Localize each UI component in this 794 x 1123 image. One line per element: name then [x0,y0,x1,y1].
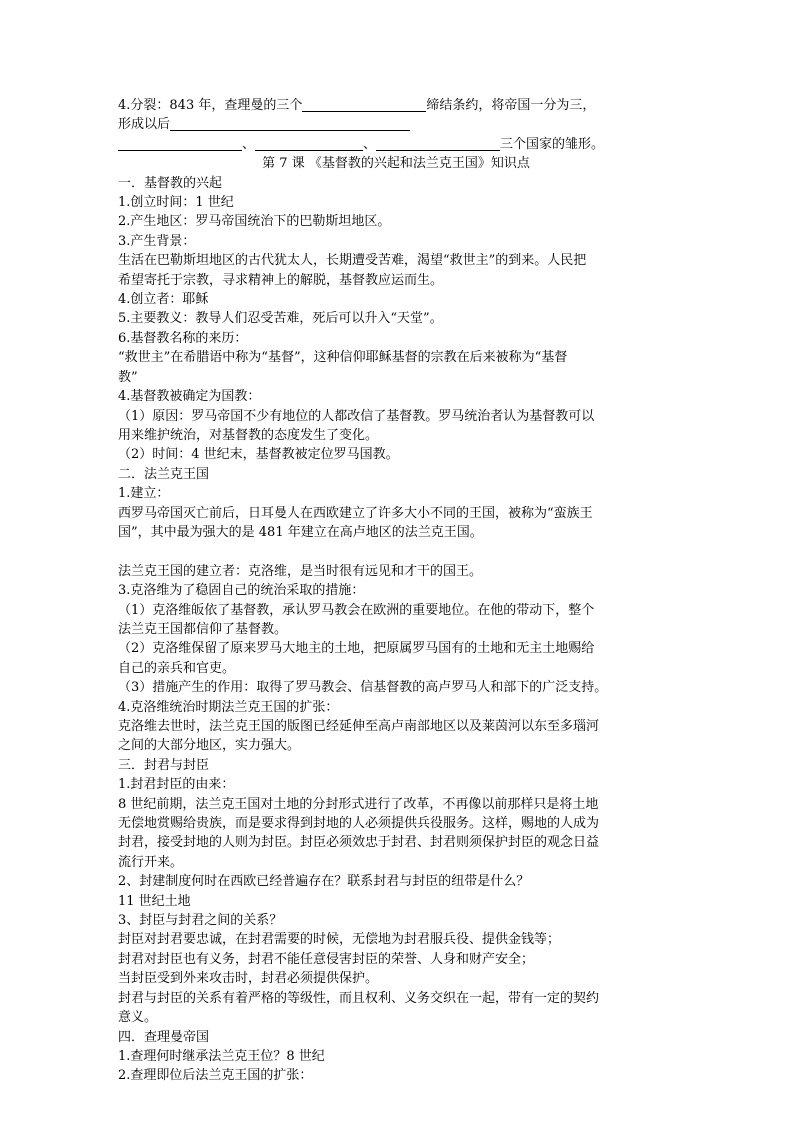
text-line [118,542,674,561]
text-line: 四．查理曼帝国 [118,1029,210,1045]
text-line: 1.查理何时继承法兰克王位？8 世纪 [118,1048,325,1064]
text-line: “救世主”在希腊语中称为“基督”，这种信仰耶稣基督的宗教在后来被称为“基督 [118,350,568,366]
answer-blank-1[interactable] [302,97,426,112]
text-line: 封君，接受封地的人则为封臣。封臣必须效忠于封君、封君则须保护封臣的观念日益 [118,835,600,851]
answer-blank-2[interactable] [170,116,410,131]
fill-in-line-2 [118,115,674,134]
text-line: 意义。 [118,1010,158,1026]
text-line: 封臣对封君要忠诚，在封君需要的时候，无偿地为封君服兵役、提供金钱等； [118,932,561,948]
text-line: 3、封臣与封君之间的关系？ [118,913,283,929]
lesson-body [118,174,674,1086]
lesson-title: 第 7 课 《基督教的兴起和法兰克王国》知识点 [262,156,530,172]
text-line: 1.创立时间：1 世纪 [118,195,234,211]
text-line: 二．法兰克王国 [118,466,210,482]
text-line: 2.查理即位后法兰克王国的扩张： [118,1068,313,1084]
text-line: 三．封君与封臣 [118,757,210,773]
text-line: 2.产生地区：罗马帝国统治下的巴勒斯坦地区。 [118,214,391,230]
text-line: 11 世纪土地 [118,893,191,909]
text-line: 生活在巴勒斯坦地区的古代犹太人，长期遭受苦难，渴望“救世主”的到来。人民把 [118,253,587,269]
fill-text-2: 形成以后 [118,117,171,133]
text-line: 无偿地赏赐给贵族，而是要求得到封地的人必须提供兵役服务。这样，赐地的人成为 [118,816,600,832]
text-line: 用来维护统治，对基督教的态度发生了变化。 [118,427,379,443]
fill-text-3-end: 三个国家的雏形。 [500,136,605,152]
text-line: 之间的大部分地区，实力强大。 [118,738,301,754]
text-line: 封君对封臣也有义务，封君不能任意侵害封臣的荣誉、人身和财产安全； [118,951,535,967]
text-line: 法兰克王国都信仰了基督教。 [118,621,288,637]
text-line: （3）措施产生的作用：取得了罗马教会、信基督教的高卢罗马人和部下的广泛支持。 [118,680,608,696]
text-line: 5.主要教义：教导人们忍受苦难，死后可以升入“天堂”。 [118,311,443,327]
text-line: 希望寄托于宗教，寻求精神上的解脱，基督教应运而生。 [118,272,444,288]
text-line: 4.克洛维统治时期法兰克王国的扩张： [118,699,339,715]
text-line: 2、封建制度何时在西欧已经普遍存在？联系封君与封臣的纽带是什么？ [118,874,530,890]
text-line: 3.产生背景： [118,233,196,249]
text-line: 1.建立： [118,486,170,502]
text-line: 6.基督教名称的来历： [118,330,248,346]
fill-in-line-3 [118,135,674,154]
answer-blank-4[interactable] [255,136,363,151]
answer-blank-3[interactable] [118,136,242,151]
text-line: 国”，其中最为强大的是 481 年建立在高卢地区的法兰克王国。 [118,524,483,540]
separator-1: 、 [242,136,256,152]
separator-2: 、 [363,136,377,152]
text-line: 克洛维去世时，法兰克王国的版图已经延伸至高卢南部地区以及莱茵河以东至多瑙河 [118,719,600,734]
document-page [118,96,674,1086]
fill-text-1a: 4.分裂：843 年，查理曼的三个 [118,98,303,113]
fill-text-1b: 缔结条约，将帝国一分为三， [426,98,596,113]
text-line: 教” [118,369,138,385]
text-line: 3.克洛维为了稳固自己的统治采取的措施： [118,583,365,599]
text-line: （2）时间：4 世纪末，基督教被定位罗马国教。 [118,447,399,463]
fill-in-line-1 [118,96,674,115]
text-line: 4.基督教被确定为国教： [118,389,261,405]
answer-blank-5[interactable] [376,136,500,151]
text-line: 西罗马帝国灭亡前后，日耳曼人在西欧建立了许多大小不同的王国，被称为“蛮族王 [118,505,593,521]
text-line: 4.创立者：耶稣 [118,292,209,308]
text-line: （1）克洛维皈依了基督教，承认罗马教会在欧洲的重要地位。在他的带动下，整个 [118,602,595,618]
text-line: 一．基督教的兴起 [118,175,223,191]
text-line: 自己的亲兵和官吏。 [118,660,236,676]
text-line: （1）原因：罗马帝国不少有地位的人都改信了基督教。罗马统治者认为基督教可以 [118,408,595,424]
text-line: （2）克洛维保留了原来罗马大地主的土地，把原属罗马国有的土地和无主土地赐给 [118,641,595,657]
text-line: 法兰克王国的建立者：克洛维，是当时很有远见和才干的国王。 [118,563,483,579]
text-line: 当封臣受到外来攻击时，封君必须提供保护。 [118,971,379,987]
text-line: 封君与封臣的关系有着严格的等级性，而且权利、义务交织在一起，带有一定的契约 [118,990,600,1006]
text-line: 1.封君封臣的由来： [118,777,235,793]
text-line: 8 世纪前期，法兰克王国对土地的分封形式进行了改革，不再像以前那样只是将土地 [118,796,599,812]
text-line: 流行开来。 [118,854,184,870]
